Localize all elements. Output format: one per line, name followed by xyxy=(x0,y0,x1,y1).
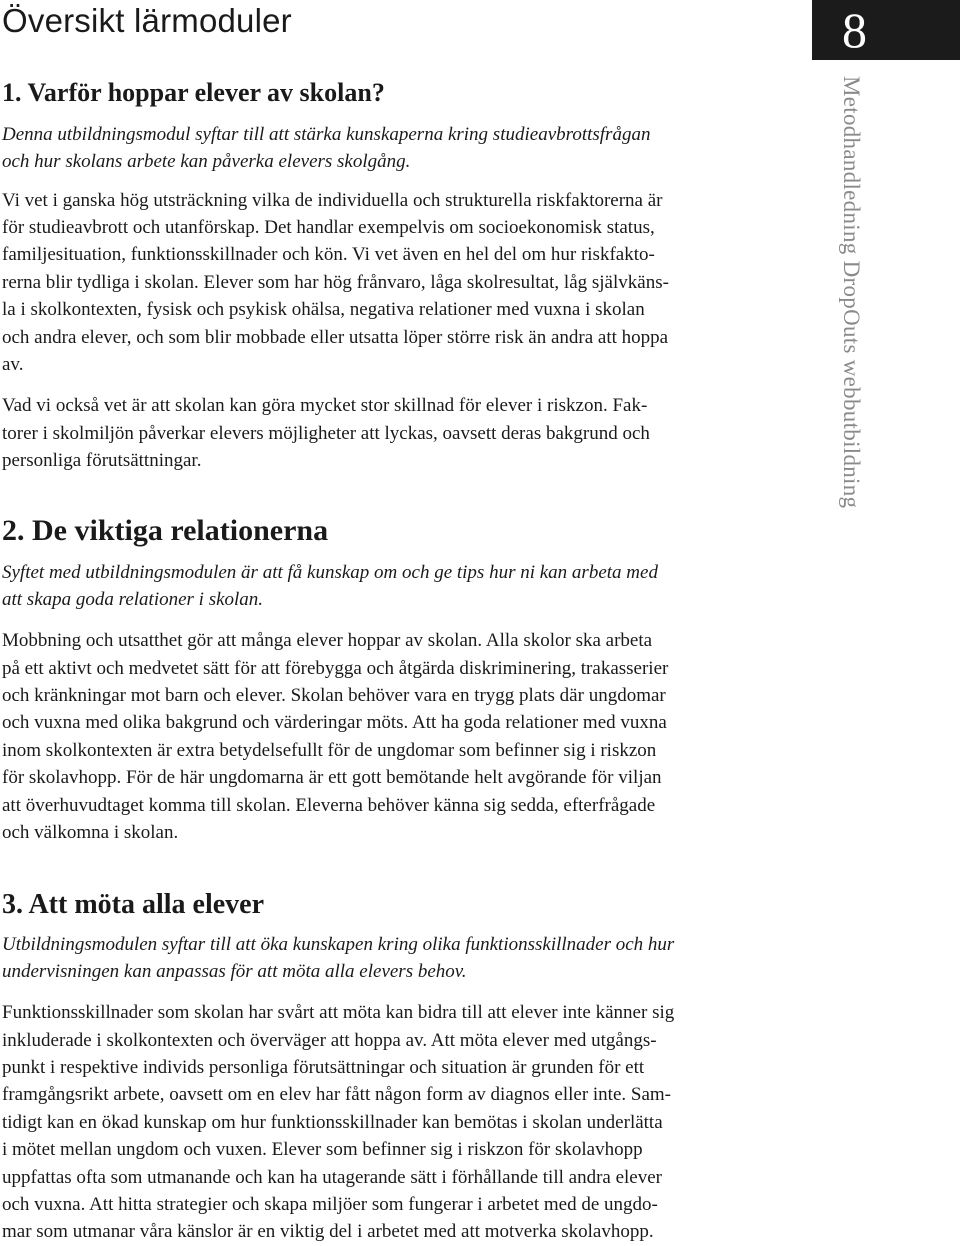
text-line: och välkomna i skolan. xyxy=(2,822,179,844)
text-line: för studieavbrott och utanförskap. Det handlar exempelvis om socioekonomisk status, xyxy=(2,217,655,238)
text-line: tidigt kan en ökad kunskap om hur funktionsskillnader kan bemötas i skolan underlätta xyxy=(2,1111,663,1133)
text-line: och andra elever, och som blir mobbade eller utsatta löper större risk än andra att hoppa xyxy=(2,326,669,348)
text-line: att överhuvudtaget komma till skolan. Eleverna behöver känna sig sedda, efterfrågade xyxy=(2,794,656,816)
text-line: och vuxna. Att hitta strategier och skapa miljöer som fungerar i arbetet med de ungdo- xyxy=(2,1193,658,1215)
section-heading: 2. De viktiga relationerna xyxy=(2,513,329,547)
sidebar-document-title: Metodhandledning DropOuts webbutbildning xyxy=(839,76,864,509)
text-line: la i skolkontexten, fysisk och psykisk ohälsa, negativa relationer med vuxna i skolan xyxy=(2,299,645,321)
text-line: av. xyxy=(2,354,24,376)
text-line: punkt i respektive individs personliga förutsättningar och situation är grunden för ett xyxy=(2,1056,645,1078)
page-number-badge xyxy=(812,0,960,60)
section-intro xyxy=(2,121,802,176)
text-line: Funktionsskillnader som skolan har svårt att möta kan bidra till att elever inte känner sig xyxy=(2,1002,675,1024)
text-line: mar som utmanar våra känslor är en viktig del i arbetet med att motverka skolavhopp. xyxy=(2,1221,654,1243)
text-line: rerna blir tydliga i skolan. Elever som har hög frånvaro, låga skolresultat, låg självkäns- xyxy=(2,271,669,293)
text-line: och hur skolans arbete kan påverka elevers skolgång. xyxy=(2,151,411,173)
section-heading: 1. Varför hoppar elever av skolan? xyxy=(2,78,385,107)
text-line: familjesituation, funktionsskillnader och kön. Vi vet även en hel del om hur riskfakto- xyxy=(2,244,655,266)
section-heading: 3. Att möta alla elever xyxy=(2,888,265,920)
paragraph xyxy=(2,627,802,846)
page-number: 8 xyxy=(842,2,867,58)
text-line: Vi vet i ganska hög utsträckning vilka de individuella och strukturella riskfaktorerna är xyxy=(2,189,663,211)
text-line: Utbildningsmodulen syftar till att öka kunskapen kring olika funktionsskillnader och hur xyxy=(2,933,675,955)
text-line: för skolavhopp. För de här ungdomarna är ett gott bemötande helt avgörande för viljan xyxy=(2,767,662,789)
text-line: i mötet mellan ungdom och vuxen. Elever som befinner sig i riskzon för skolavhopp xyxy=(2,1139,643,1161)
text-line: Vad vi också vet är att skolan kan göra mycket stor skillnad för elever i riskzon. Fak- xyxy=(2,395,648,417)
page-title: Översikt lärmoduler xyxy=(2,2,292,39)
text-line: på ett aktivt och medvetet sätt för att förebygga och åtgärda diskriminering, trakasserier xyxy=(2,657,669,679)
text-line: personliga förutsättningar. xyxy=(2,450,202,472)
text-line: inom skolkontexten är extra betydelsefullt för de ungdomar som befinner sig i riskzon xyxy=(2,739,657,761)
section-intro xyxy=(2,559,802,614)
section-2 xyxy=(2,513,802,847)
text-line: torer i skolmiljön påverkar elevers möjligheter att lyckas, oavsett deras bakgrund och xyxy=(2,422,650,444)
text-line: Syftet med utbildningsmodulen är att få kunskap om och ge tips hur ni kan arbeta med xyxy=(2,561,658,583)
paragraph xyxy=(2,392,802,474)
paragraph xyxy=(2,999,802,1246)
text-line: och kränkningar mot barn och elever. Skolan behöver vara en trygg plats där ungdomar xyxy=(2,685,666,707)
text-line: framgångsrikt arbete, oavsett om en elev har fått någon form av diagnos eller inte. Sam- xyxy=(2,1084,671,1106)
text-line: Denna utbildningsmodul syftar till att stärka kunskaperna kring studieavbrottsfrågan xyxy=(2,124,651,145)
section-3 xyxy=(2,887,802,1246)
main-content xyxy=(2,76,802,1246)
paragraph xyxy=(2,187,802,379)
text-line: uppfattas ofta som utmanande och kan ha utagerande sätt i förhållande till andra elever xyxy=(2,1166,662,1188)
text-line: och vuxna med olika bakgrund och värderingar möts. Att ha goda relationer med vuxna xyxy=(2,712,667,734)
section-intro xyxy=(2,931,802,986)
text-line: att skapa goda relationer i skolan. xyxy=(2,588,264,610)
section-1 xyxy=(2,76,802,475)
text-line: undervisningen kan anpassas för att möta alla elevers behov. xyxy=(2,960,467,982)
text-line: Mobbning och utsatthet gör att många elever hoppar av skolan. Alla skolor ska arbeta xyxy=(2,630,653,652)
text-line: inkluderade i skolkontexten och överväger att hoppa av. Att möta elever med utgångs- xyxy=(2,1029,657,1051)
